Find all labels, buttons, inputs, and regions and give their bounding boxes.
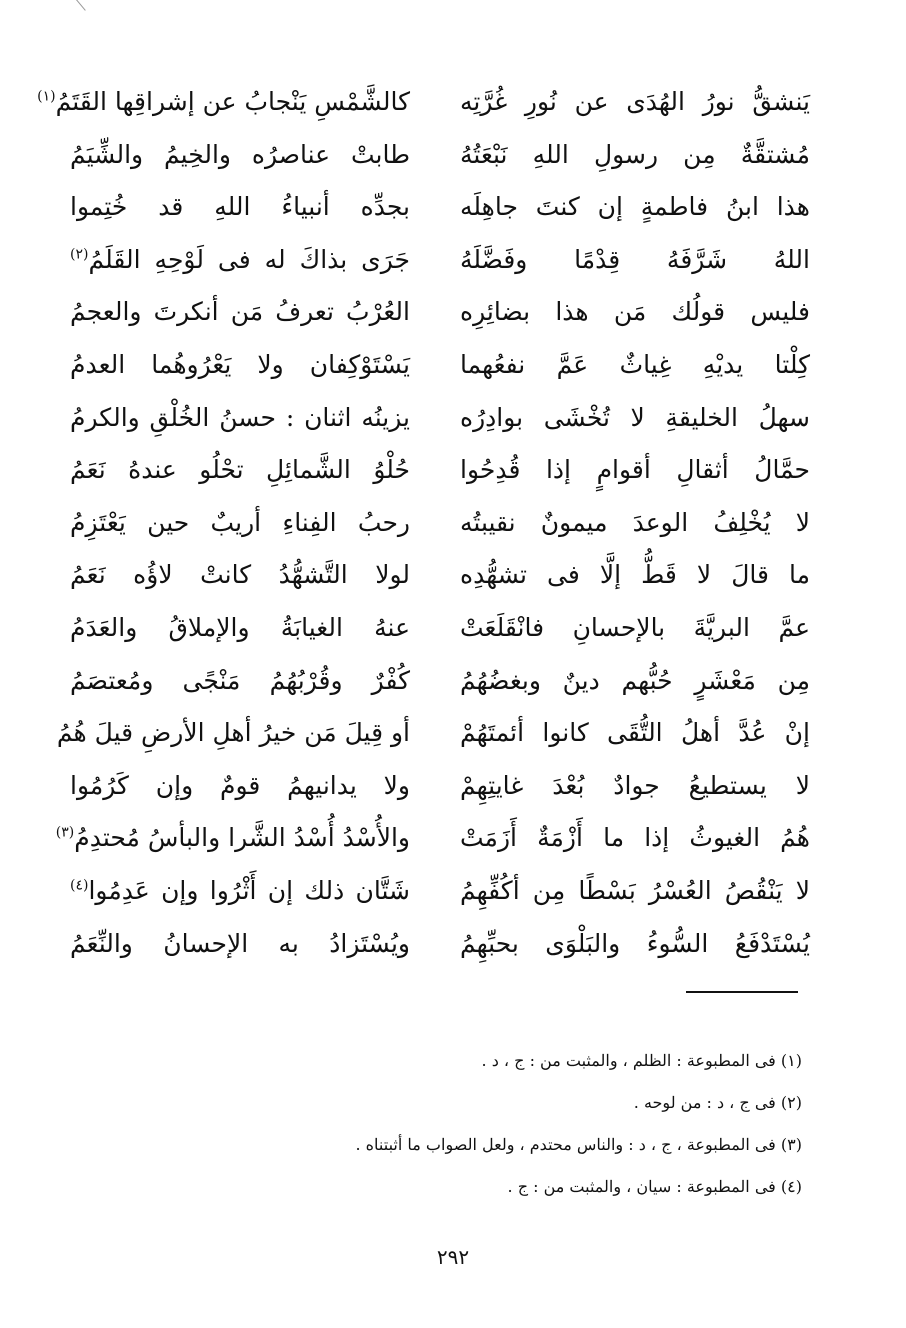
verse-second-text: طابتْ عناصرُه والخِيمُ والشِّيَمُ: [70, 139, 410, 169]
footnote-reference: (١): [37, 88, 56, 105]
verse-second-text: العُرْبُ تعرفُ مَن أنكرتَ والعجمُ: [70, 297, 410, 327]
footnote-reference: (٢): [70, 246, 89, 263]
verse-first-hemistich: هُمُ الغيوثُ إذا ما أَزْمَةٌ أَزَمَتْ: [460, 823, 810, 853]
verse-first-hemistich: إنْ عُدَّ أهلُ التُّقَى كانوا أئمتَهُمْ: [460, 718, 810, 748]
verse-second-text: رحبُ الفِناءِ أريبٌ حين يَعْتَزِمُ: [70, 507, 410, 537]
verse-line: [56, 707, 810, 760]
verse-second-hemistich: [70, 181, 410, 233]
verse-second-text: ويُسْتَزادُ به الإحسانُ والنِّعَمُ: [70, 928, 410, 958]
footnote-reference: (٣): [55, 824, 75, 841]
footnotes: [122, 1040, 802, 1208]
verse-first-hemistich: هذا ابنُ فاطمةٍ إن كنتَ جاهِلَه: [460, 192, 810, 222]
verse-second-hemistich: [70, 602, 410, 654]
verse-line: [70, 234, 810, 287]
verse-second-text: كُفْرٌ وقُرْبُهُمُ مَنْجًى ومُعتصَمُ: [70, 665, 410, 695]
verse-line: [70, 865, 810, 918]
verse-second-hemistich: [70, 865, 410, 917]
verse-first-hemistich: عمَّ البريَّةَ بالإحسانِ فانْقَلَعَتْ: [460, 612, 810, 642]
verse-second-hemistich: [70, 655, 410, 707]
verse-second-hemistich: [70, 549, 410, 601]
verse-line: [70, 129, 810, 182]
verse-second-hemistich: [37, 76, 410, 128]
scan-mark: [76, 0, 96, 11]
verse-line: [70, 286, 810, 339]
verse-second-hemistich: [70, 918, 410, 970]
verse-line: [70, 392, 810, 445]
verse-second-text: حُلْوُ الشَّمائِلِ تحْلُو عندهُ نَعَمُ: [70, 455, 410, 485]
verse-line: [70, 339, 810, 392]
verse-second-text: كالشَّمْسِ يَنْجابُ عن إشراقِها القَتَمُ: [55, 87, 410, 116]
verse-second-hemistich: [56, 707, 410, 759]
verse-first-hemistich: يَنشقُّ نورُ الهُدَى عن نُورِ غُرَّتِه: [460, 87, 810, 116]
verse-second-text: والأُسْدُ أُسْدُ الشَّرا والبأسُ مُحتدِمُ: [74, 823, 410, 853]
verse-first-hemistich: سهلُ الخليقةِ لا تُخْشَى بوادِرُه: [460, 402, 810, 432]
verse-first-hemistich: لا يُخْلِفُ الوعدَ ميمونٌ نقيبتُه: [460, 507, 810, 537]
footnote-item: (٣) فى المطبوعة ، ج ، د : والناس محتدم ، ولعل الصواب ما أثبتناه .: [355, 1135, 802, 1154]
verse-second-hemistich: [70, 497, 410, 549]
verse-second-text: شَتَّان ذلك إن أَثْرُوا وإن عَدِمُوا: [88, 875, 410, 905]
verse-first-hemistich: لا يستطيعُ جوادٌ بُعْدَ غايتِهِمْ: [460, 770, 810, 800]
verse-first-hemistich: اللهُ شَرَّفَهُ قِدْمًا وفَضَّلَهُ: [460, 244, 810, 274]
verse-second-text: يَسْتَوْكِفان ولا يَعْرُوهُما العدمُ: [70, 349, 410, 379]
verse-second-text: بجدِّه أنبياءُ اللهِ قد خُتِموا: [70, 192, 410, 222]
verse-second-hemistich: [70, 760, 410, 812]
verse-first-hemistich: ما قالَ لا قَطُّ إلَّا فى تشهُّدِه: [460, 560, 810, 590]
verse-line: [70, 497, 810, 550]
verse-second-text: ولا يدانيهمُ قومٌ وإن كَرُمُوا: [70, 770, 410, 800]
verse-second-text: يزينُه اثنان : حسنُ الخُلْقِ والكرمُ: [70, 402, 410, 432]
verse-line: [70, 549, 810, 602]
verse-line: [70, 760, 810, 813]
verse-line: [37, 76, 810, 129]
footnote-separator: [686, 991, 798, 993]
verse-first-hemistich: مُشتقَّةٌ مِن رسولِ اللهِ نَبْعَتُهُ: [460, 139, 810, 169]
page-number: ٢٩٢: [436, 1245, 470, 1269]
verse-second-text: عنهُ الغيابَةُ والإملاقُ والعَدَمُ: [70, 612, 410, 642]
verse-line: [70, 602, 810, 655]
verse-line: [70, 655, 810, 708]
verse-second-hemistich: [70, 339, 410, 391]
verse-line: [70, 181, 810, 234]
verse-second-hemistich: [55, 812, 410, 864]
verse-second-hemistich: [70, 234, 410, 286]
verse-second-text: أو قِيلَ مَن خيرُ أهلِ الأرضِ قيلَ هُمُ: [56, 718, 410, 748]
verse-first-hemistich: يُسْتَدْفَعُ السُّوءُ والبَلْوَى بحبِّهِمُ: [460, 928, 810, 958]
verse-second-hemistich: [70, 129, 410, 181]
footnote-item: (١) فى المطبوعة : الظلم ، والمثبت من : ج ، د .: [481, 1051, 802, 1070]
verse-first-hemistich: مِن مَعْشَرٍ حُبُّهم دينٌ وبغضُهُمُ: [460, 665, 810, 695]
footnote-reference: (٤): [70, 877, 89, 894]
footnote-item: (٢) فى ج ، د : من لوحه .: [633, 1093, 802, 1112]
footnote-item: (٤) فى المطبوعة : سيان ، والمثبت من : ج .: [507, 1177, 802, 1196]
verse-second-text: لولا التَّشهُّدُ كانتْ لاؤُه نَعَمُ: [70, 560, 410, 590]
verse-line: [55, 812, 810, 865]
poem-verses: [37, 76, 810, 970]
verse-first-hemistich: لا يَنْقُصُ العُسْرُ بَسْطًا مِن أكُفِّهِمُ: [460, 875, 810, 905]
verse-second-hemistich: [70, 392, 410, 444]
verse-first-hemistich: حمَّالُ أثقالِ أقوامٍ إذا قُدِحُوا: [460, 455, 810, 485]
verse-second-hemistich: [70, 286, 410, 338]
verse-second-hemistich: [70, 444, 410, 496]
verse-first-hemistich: كِلْتا يديْهِ غِياثٌ عَمَّ نفعُهما: [460, 349, 810, 379]
verse-second-text: جَرَى بذاكَ له فى لَوْحِهِ القَلَمُ: [88, 244, 410, 274]
verse-line: [70, 918, 810, 971]
verse-first-hemistich: فليس قولُك مَن هذا بضائِرِه: [460, 297, 810, 327]
verse-line: [70, 444, 810, 497]
